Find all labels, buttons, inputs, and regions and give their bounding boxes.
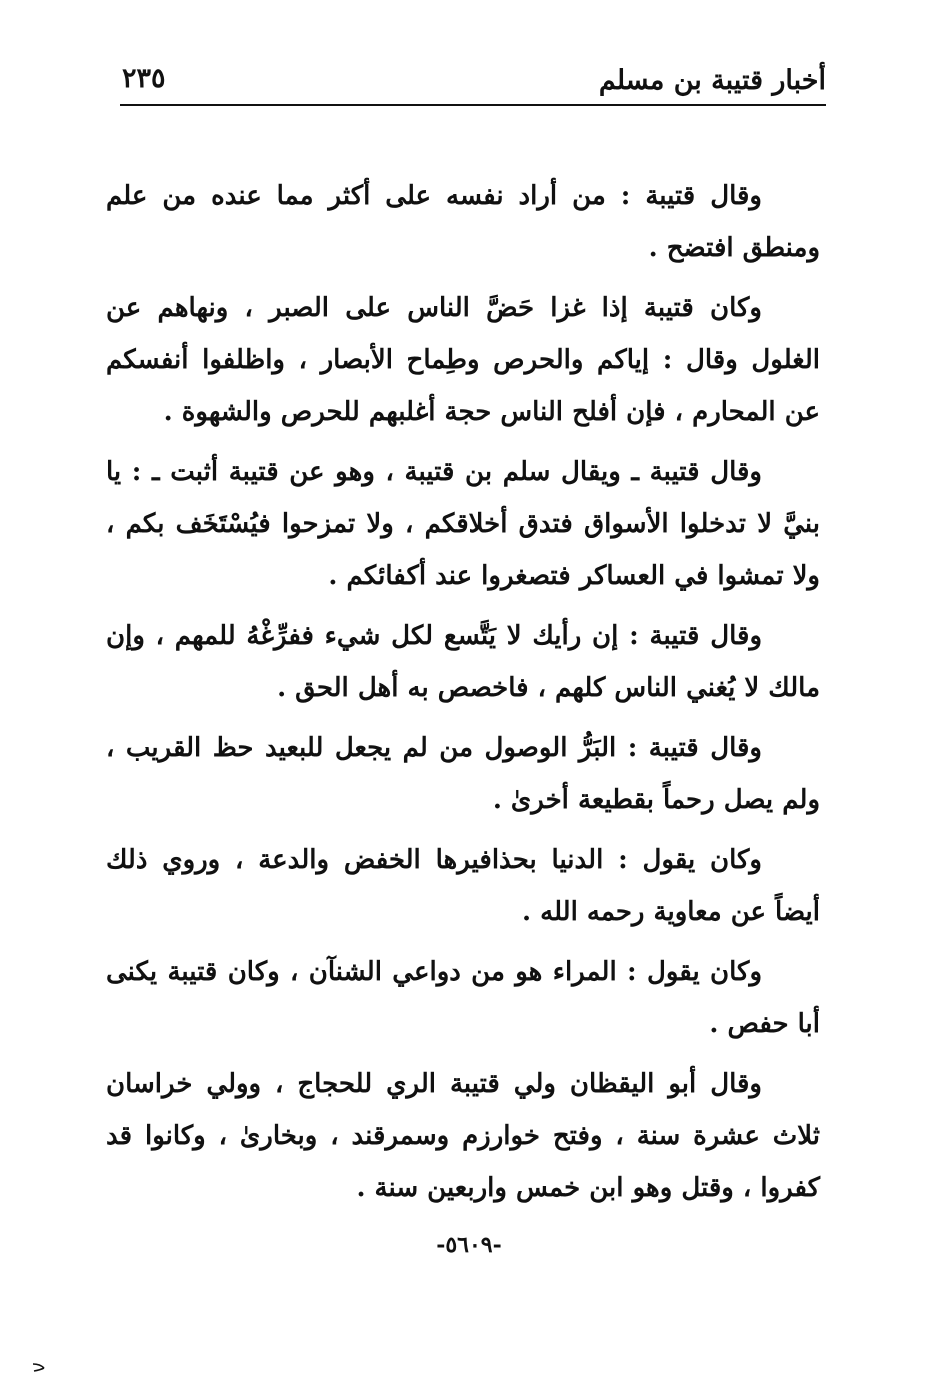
- paragraph: وكان يقول : الدنيا بحذافيرها الخفض والدعة ، وروي ذلك أيضاً عن معاوية رحمه الله .: [106, 845, 820, 927]
- paragraph: وقال قتيبة : من أراد نفسه على أكثر مما عنده من علم ومنطق افتضح .: [106, 181, 820, 263]
- paragraph: وقال أبو اليقظان ولي قتيبة الري للحجاج ، وولي خراسان ثلاث عشرة سنة ، وفتح خوارزم وسمرقند ، وبخارىٰ ، وكانوا قد كفروا ، وقتل وهو ابن خمس واربعين سنة .: [106, 1069, 820, 1203]
- paragraph: وقال قتيبة : إن رأيك لا يَتَّسع لكل شيء ففرِّغْهُ للمهم ، وإن مالك لا يُغني الناس كلهم ، فاخصص به أهل الحق .: [106, 621, 820, 703]
- paragraph: وقال قتيبة : البَرُّ الوصول من لم يجعل للبعيد حظ القريب ، ولم يصل رحماً بقطيعة أخرىٰ .: [106, 733, 820, 815]
- running-header: [120, 58, 826, 106]
- paragraph: وكان يقول : المراء هو من دواعي الشنآن ، وكان قتيبة يكنى أبا حفص .: [106, 957, 820, 1039]
- footer-folio: -٥٦٠٩-: [436, 1232, 502, 1258]
- page-number: ٢٣٥: [122, 63, 166, 94]
- paragraph: وقال قتيبة ـ ويقال سلم بن قتيبة ، وهو عن قتيبة أثبت ـ : يا بنيَّ لا تدخلوا الأسواق فتدق أخلاقكم ، ولا تمزحوا فيُسْتَخَف بكم ، ولا تمشوا في العساكر فتصغروا عند أكفائكم .: [106, 457, 820, 591]
- running-title: أخبار قتيبة بن مسلم: [598, 65, 826, 96]
- corner-mark-icon: [32, 1362, 46, 1372]
- paragraph: وكان قتيبة إذا غزا حَضَّ الناس على الصبر ، ونهاهم عن الغلول وقال : إياكم والحرص وطِماح الأبصار ، واظلفوا أنفسكم عن المحارم ، فإن أفلح الناس حجة أغلبهم للحرص والشهوة .: [106, 293, 820, 427]
- body-text: [106, 170, 820, 1222]
